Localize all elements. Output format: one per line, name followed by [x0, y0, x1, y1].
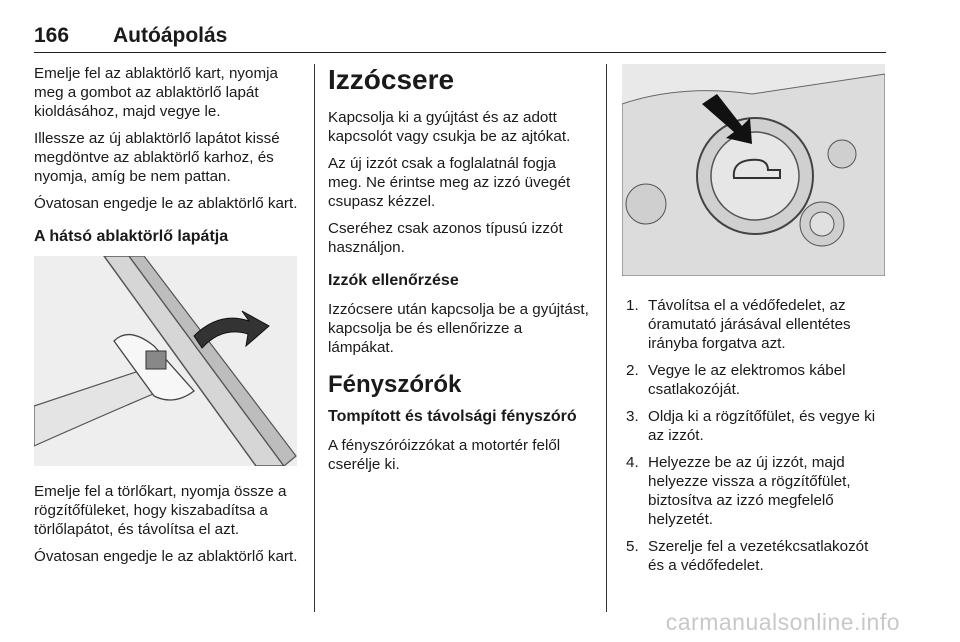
paragraph: Emelje fel az ablaktörlő kart, nyomja meg a gombot az ablaktörlő lapát kioldásához, majd vegye le. [34, 65, 278, 120]
rear-wiper-illustration [34, 256, 297, 466]
paragraph: A fényszóróizzókat a motortér felől cserélje ki. [328, 437, 561, 473]
step-text: Szerelje fel a vezetékcsatlakozót és a védőfedelet. [648, 538, 869, 574]
step-text: Helyezze be az új izzót, majd helyezze vissza a rögzítőfület, biztosítva az izzó megfelelő helyzetét. [648, 454, 851, 528]
page-header [34, 24, 886, 53]
chapter-title: Autóápolás [113, 24, 228, 47]
subsection-heading: Izzók ellenőrzése [328, 272, 459, 289]
paragraph: Óvatosan engedje le az ablaktörlő kart. [34, 548, 298, 565]
watermark: carmanualsonline.info [665, 609, 900, 635]
step-number: 2. [626, 362, 639, 379]
list-item [622, 361, 888, 399]
step-number: 1. [626, 297, 639, 314]
paragraph: Izzócsere után kapcsolja be a gyújtást, kapcsolja be és ellenőrizze a lámpákat. [328, 301, 589, 356]
paragraph: Cseréhez csak azonos típusú izzót használjon. [328, 220, 563, 256]
list-item [622, 453, 888, 529]
step-number: 5. [626, 538, 639, 555]
right-column [622, 64, 888, 583]
paragraph: Illessze az új ablaktörlő lapátot kissé megdöntve az ablaktörlő karhoz, és nyomja, amíg be nem pattan. [34, 130, 280, 185]
paragraph: Óvatosan engedje le az ablaktörlő kart. [34, 195, 298, 212]
step-text: Oldja ki a rögzítőfület, és vegye ki az izzót. [648, 408, 876, 444]
step-number: 3. [626, 408, 639, 425]
paragraph: Az új izzót csak a foglalatnál fogja meg. Ne érintse meg az izzó üvegét csupasz kézzel. [328, 155, 571, 210]
list-item [622, 296, 888, 353]
column-divider [606, 64, 607, 612]
step-text: Vegye le az elektromos kábel csatlakozóját. [648, 362, 846, 398]
column-divider [314, 64, 315, 612]
page-number: 166 [34, 24, 70, 47]
paragraph: Emelje fel a törlőkart, nyomja össze a rögzítőfüleket, hogy kiszabadítsa a törlőlapátot, és távolítsa el azt. [34, 483, 287, 538]
middle-column [328, 64, 590, 482]
section-heading: A hátsó ablaktörlő lapátja [34, 228, 229, 245]
list-item [622, 407, 888, 445]
left-column [34, 64, 302, 574]
list-item [622, 537, 888, 575]
headlight-illustration [622, 64, 885, 276]
subsection-heading: Tompított és távolsági fényszóró [328, 408, 577, 425]
step-number: 4. [626, 454, 639, 471]
step-text: Távolítsa el a védőfedelet, az óramutató járásával ellentétes irányba forgatva azt. [648, 297, 851, 352]
section-title: Izzócsere [328, 64, 455, 95]
paragraph: Kapcsolja ki a gyújtást és az adott kapcsolót vagy csukja be az ajtókat. [328, 109, 571, 145]
instruction-steps [622, 296, 888, 575]
section-title: Fényszórók [328, 371, 462, 398]
